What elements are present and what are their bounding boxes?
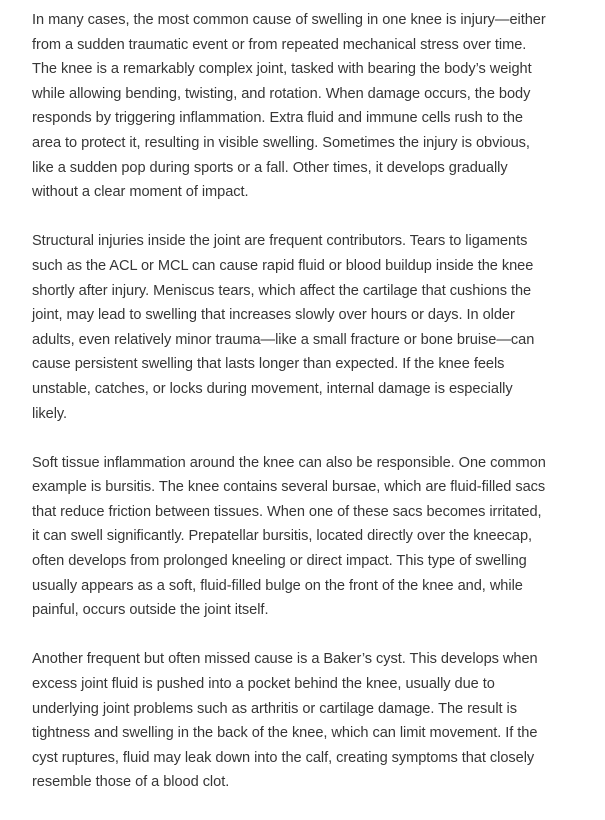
article-body	[32, 8, 592, 820]
paragraph-soft-tissue: Soft tissue inflammation around the knee can also be responsible. One common example is bursitis. The knee contains several bursae, which are fluid-filled sacs that reduce friction between tissues. When one of these sacs becomes irritated, it can swell significantly. Prepatellar bursitis, located directly over the kneecap, often develops from prolonged kneeling or direct impact. This type of swelling usually appears as a soft, fluid-filled bulge on the front of the knee and, while painful, occurs outside the joint itself.	[32, 454, 546, 619]
paragraph-injury: In many cases, the most common cause of swelling in one knee is injury—either from a sudden traumatic event or from repeated mechanical stress over time. The knee is a remarkably complex joint, tasked with bearing the body’s weight while allowing bending, twisting, and rotation. When damage occurs, the body responds by triggering inflammation. Extra fluid and immune cells rush to the area to protect it, resulting in visible swelling. Sometimes the injury is obvious, like a sudden pop during sports or a fall. Other times, it develops gradually without a clear moment of impact.	[32, 12, 546, 201]
paragraph-structural-injuries: Structural injuries inside the joint are frequent contributors. Tears to ligaments such as the ACL or MCL can cause rapid fluid or blood buildup inside the knee shortly after injury. Meniscus tears, which affect the cartilage that cushions the joint, may lead to swelling that increases slowly over hours or days. In older adults, even relatively minor trauma—like a small fracture or bone bruise—can cause persistent swelling that lasts longer than expected. If the knee feels unstable, catches, or locks during movement, internal damage is especially likely.	[32, 233, 535, 422]
paragraph-bakers-cyst: Another frequent but often missed cause is a Baker’s cyst. This develops when excess joint fluid is pushed into a pocket behind the knee, usually due to underlying joint problems such as arthritis or cartilage damage. The result is tightness and swelling in the back of the knee, which can limit movement. If the cyst ruptures, fluid may leak down into the calf, creating symptoms that closely resemble those of a blood clot.	[32, 651, 538, 791]
